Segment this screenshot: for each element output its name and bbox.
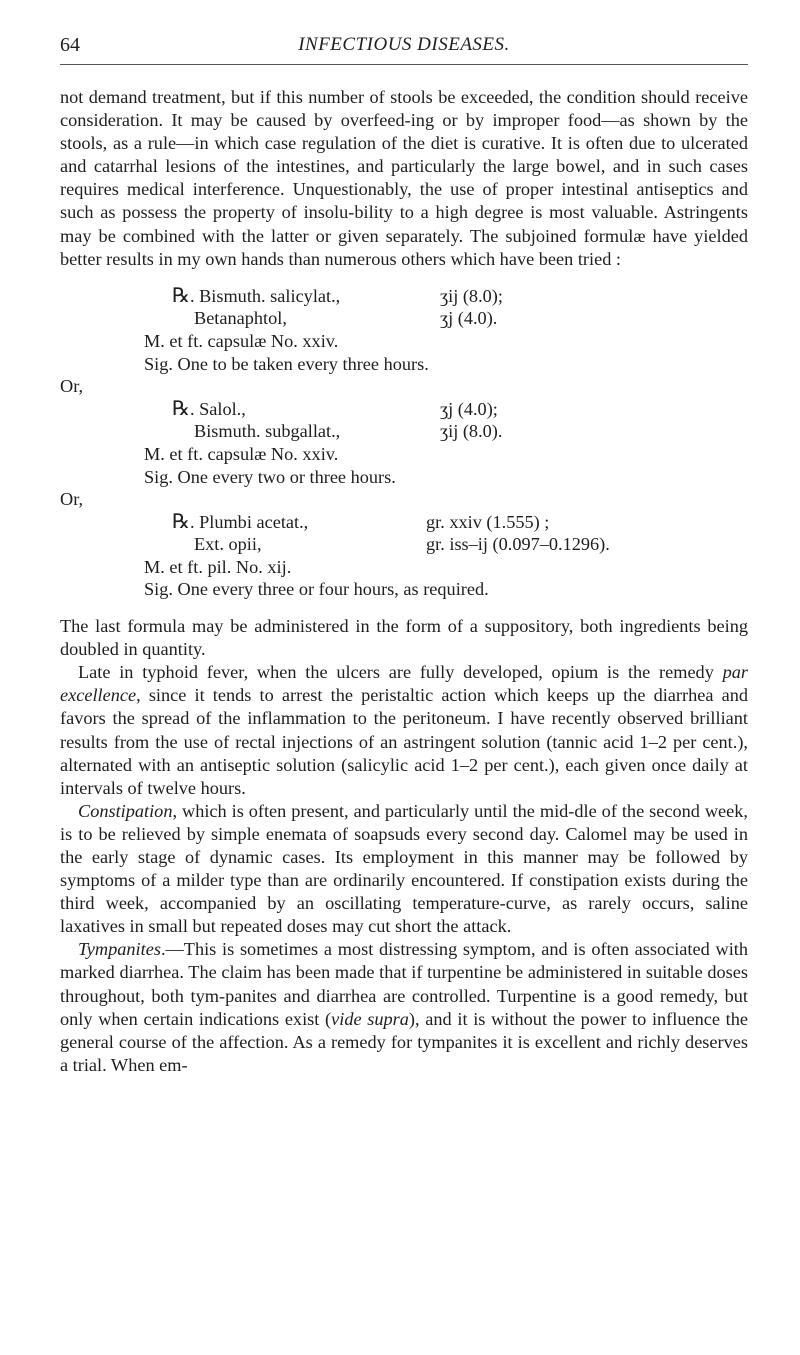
intro-paragraph: not demand treatment, but if this number of stools be exceeded, the condition should receive consideration. It may be caused by overfeed-ing or by improper food—as shown by the stools, as a rule—in which case regulation of the diet is curative. It is often due to ulcerated and catarrhal lesions of the intestines, and particularly the large bowel, and in such cases requires medical interference. Unquestionably, the use of proper intestinal antiseptics and such as possess the property of insolu-bility to a high degree is most valuable. Astringents may be combined with the latter or given separately. The subjoined formulæ have yielded better results in my own hands than numerous others which have been tried : bbox=[60, 87, 748, 269]
rx-make-line: M. et ft. capsulæ No. xxiv. bbox=[144, 443, 339, 464]
rx-drug: Ext. opii, bbox=[194, 534, 262, 555]
opium-text-end: , since it tends to arrest the peristaltic action which keeps up the diarrhea and favors the spread of the inflammation to the peritoneum. I have recently observed brilliant results from the use of rectal injections of an astringent solution (tannic acid 1–2 per cent.), alternated with an antiseptic solution (salicylic acid 1–2 per cent.), each given once daily at intervals of twelve hours. bbox=[60, 685, 748, 798]
tympanites-text-start: .—This is sometimes a most distressing symptom, and is often associated with marked diarrhea. The claim has been made that if turpentine be administered in suitable doses throughout, both tym-panites and diarrhea are controlled. Turpentine is a good remedy, but only when certain indications exist ( bbox=[60, 939, 748, 1029]
rx-make-line: M. et ft. pil. No. xij. bbox=[144, 556, 292, 577]
paragraph-opium bbox=[60, 661, 748, 800]
rx-drug: . Salol., bbox=[189, 398, 246, 419]
prescription-2 bbox=[60, 398, 748, 488]
rx-dose: gr. xxiv (1.555) ; bbox=[426, 511, 550, 532]
rx-dose: ʒij (8.0); bbox=[440, 285, 503, 306]
prescription-3 bbox=[60, 511, 748, 601]
rx-drug: . Bismuth. salicylat., bbox=[189, 285, 341, 306]
constipation-text: , which is often present, and particularly until the mid-dle of the second week, is to be relieved by simple enemata of soapsuds every second day. Calomel may be used in the early stage of dynamic cases. Its employment in this manner may be followed by symptoms of a milder type than are ordinarily encountered. If constipation exists during the third week, accompanied by an oscillating temperature-curve, as rarely occurs, saline laxatives in small but repeated doses may cut short the attack. bbox=[60, 800, 748, 937]
page-header bbox=[60, 34, 748, 60]
vide-supra-reference: vide supra bbox=[331, 1008, 409, 1029]
rx-signa-line: Sig. One every two or three hours. bbox=[144, 466, 396, 487]
opium-emphasis: par excellence bbox=[60, 662, 748, 706]
paragraph-tympanites bbox=[60, 938, 748, 1077]
paragraph-constipation bbox=[60, 800, 748, 939]
prescription-1 bbox=[60, 285, 748, 375]
constipation-heading: Constipation bbox=[78, 800, 173, 821]
rx-signa-line: Sig. One to be taken every three hours. bbox=[144, 353, 429, 374]
rx-drug: . Plumbi acetat., bbox=[189, 511, 309, 532]
running-title: INFECTIOUS DISEASES. bbox=[298, 34, 510, 55]
rx-line-1 bbox=[172, 511, 308, 534]
rx-drug: Bismuth. subgallat., bbox=[194, 421, 341, 442]
opium-text-start: Late in typhoid fever, when the ulcers are fully developed, opium is the remedy bbox=[78, 662, 723, 683]
page-number: 64 bbox=[60, 34, 80, 56]
page-body bbox=[60, 86, 748, 1077]
rx-symbol-icon: ℞ bbox=[172, 510, 190, 533]
rx-dose: ʒij (8.0). bbox=[440, 421, 503, 442]
or-label: Or, bbox=[60, 489, 84, 510]
rx-make-line: M. et ft. capsulæ No. xxiv. bbox=[144, 330, 339, 351]
rx-drug: Betanaphtol, bbox=[194, 308, 287, 329]
rx-line-1 bbox=[172, 285, 340, 308]
tympanites-heading: Tympanites bbox=[78, 939, 161, 960]
rx-dose: ʒj (4.0). bbox=[440, 308, 498, 329]
rx-symbol-icon: ℞ bbox=[172, 284, 190, 307]
rx-dose: ʒj (4.0); bbox=[440, 398, 498, 419]
header-rule bbox=[60, 64, 748, 65]
tympanites-text-end: ), and it is without the power to influence the general course of the affection. As a remedy for tympanites it is excellent and richly deserves a trial. When em- bbox=[60, 1008, 749, 1075]
rx-line-1 bbox=[172, 398, 246, 421]
rx-symbol-icon: ℞ bbox=[172, 397, 190, 420]
rx-dose: gr. iss–ij (0.097–0.1296). bbox=[426, 534, 610, 555]
rx-signa-line: Sig. One every three or four hours, as required. bbox=[144, 579, 489, 600]
paragraph-last-formula: The last formula may be administered in the form of a suppository, both ingredients being doubled in quantity. bbox=[60, 616, 748, 660]
or-label: Or, bbox=[60, 376, 84, 397]
